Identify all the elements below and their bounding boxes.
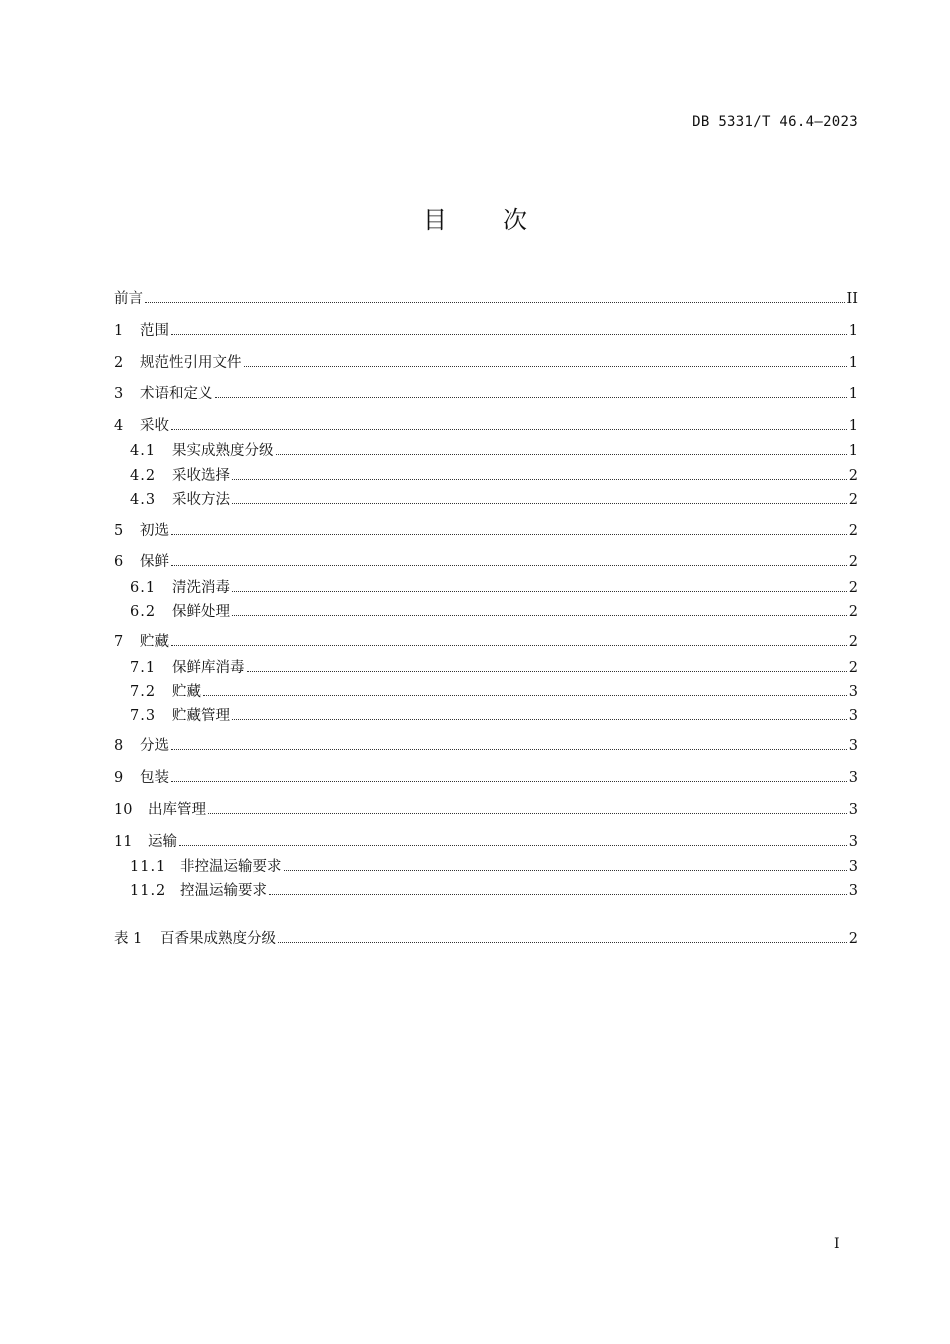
toc-page: 2: [848, 931, 858, 947]
toc-entry[interactable]: [114, 658, 858, 678]
toc-label: 非控温运输要求: [180, 859, 282, 875]
toc-label: 贮藏: [140, 634, 169, 650]
toc-number: 3: [114, 386, 124, 402]
toc-number: 11.1: [130, 859, 167, 875]
toc-label: 初选: [140, 523, 169, 539]
page-number: I: [834, 1236, 840, 1252]
dot-leader: [145, 289, 845, 303]
toc-entry[interactable]: [114, 353, 858, 373]
dot-leader: [171, 736, 847, 750]
toc-label: 分选: [140, 738, 169, 754]
toc-label: 百香果成熟度分级: [160, 931, 276, 947]
toc-label: 范围: [140, 323, 169, 339]
toc-number: 表 1: [114, 931, 143, 947]
toc-entry[interactable]: [114, 682, 858, 702]
toc-page: 3: [848, 859, 858, 875]
toc-page: 2: [848, 554, 858, 570]
toc-label: 清洗消毒: [172, 580, 230, 596]
toc-number: 10: [114, 802, 133, 818]
toc-page: 2: [848, 492, 858, 508]
toc-label: 保鲜: [140, 554, 169, 570]
page-title: 目次: [423, 206, 583, 234]
toc-entry[interactable]: [114, 706, 858, 726]
toc-label: 果实成熟度分级: [172, 443, 274, 459]
toc-entry[interactable]: [114, 466, 858, 486]
dot-leader: [244, 353, 847, 367]
dot-leader: [208, 800, 847, 814]
dot-leader: [171, 768, 847, 782]
toc-page: 1: [848, 323, 858, 339]
toc-page: 3: [848, 802, 858, 818]
toc-page: 1: [848, 355, 858, 371]
toc-entry[interactable]: [114, 490, 858, 510]
toc-label: 术语和定义: [140, 386, 213, 402]
dot-leader: [171, 321, 847, 335]
toc-page: 3: [848, 738, 858, 754]
toc-number: 6.1: [130, 580, 157, 596]
dot-leader: [203, 682, 847, 696]
toc-number: 4.1: [130, 443, 157, 459]
toc-label: 采收方法: [172, 492, 230, 508]
toc-entry[interactable]: [114, 578, 858, 598]
dot-leader: [276, 441, 847, 455]
toc-number: 4.2: [130, 468, 157, 484]
toc-label: 前言: [114, 291, 143, 307]
toc-entry[interactable]: [114, 857, 858, 877]
toc-number: 11.2: [130, 883, 167, 899]
dot-leader: [232, 706, 847, 720]
toc-number: 9: [114, 770, 124, 786]
dot-leader: [232, 490, 847, 504]
toc-label: 保鲜处理: [172, 604, 230, 620]
toc-number: 4: [114, 418, 124, 434]
dot-leader: [247, 658, 847, 672]
toc-entry[interactable]: [114, 832, 858, 852]
toc-number: 8: [114, 738, 124, 754]
toc-number: 4.3: [130, 492, 157, 508]
toc-page: 1: [848, 418, 858, 434]
dot-leader: [269, 881, 847, 895]
toc-number: 2: [114, 355, 124, 371]
toc-entry-table[interactable]: [114, 929, 858, 949]
toc-label: 包装: [140, 770, 169, 786]
toc-entry[interactable]: [114, 881, 858, 901]
toc-page: 2: [848, 468, 858, 484]
dot-leader: [171, 521, 847, 535]
toc-label: 采收: [140, 418, 169, 434]
document-code: DB 5331/T 46.4—2023: [692, 114, 858, 130]
toc-entry[interactable]: [114, 768, 858, 788]
toc-page: 3: [848, 883, 858, 899]
toc-entry[interactable]: [114, 441, 858, 461]
dot-leader: [215, 384, 847, 398]
toc-entry[interactable]: [114, 289, 858, 309]
toc-page: 2: [848, 523, 858, 539]
toc-page: 3: [848, 770, 858, 786]
toc-entry[interactable]: [114, 632, 858, 652]
dot-leader: [284, 857, 847, 871]
toc-label: 规范性引用文件: [140, 355, 242, 371]
toc-entry[interactable]: [114, 800, 858, 820]
dot-leader: [232, 602, 847, 616]
toc-page: 3: [848, 834, 858, 850]
toc-number: 6: [114, 554, 124, 570]
toc-page: 2: [848, 634, 858, 650]
toc-number: 7.2: [130, 684, 157, 700]
toc-entry[interactable]: [114, 552, 858, 572]
toc-entry[interactable]: [114, 736, 858, 756]
toc-label: 采收选择: [172, 468, 230, 484]
toc-number: 7.3: [130, 708, 157, 724]
toc-number: 1: [114, 323, 124, 339]
toc-page: II: [846, 291, 858, 307]
toc-number: 5: [114, 523, 124, 539]
toc-label: 保鲜库消毒: [172, 660, 245, 676]
toc-entry[interactable]: [114, 416, 858, 436]
toc-number: 11: [114, 834, 133, 850]
toc-page: 2: [848, 580, 858, 596]
toc-entry[interactable]: [114, 521, 858, 541]
toc-page: 1: [848, 386, 858, 402]
dot-leader: [232, 578, 847, 592]
dot-leader: [171, 416, 847, 430]
toc-entry[interactable]: [114, 384, 858, 404]
dot-leader: [232, 466, 847, 480]
dot-leader: [278, 929, 847, 943]
toc-page: 2: [848, 604, 858, 620]
toc-label: 控温运输要求: [180, 883, 267, 899]
toc-page: 3: [848, 684, 858, 700]
dot-leader: [171, 632, 847, 646]
toc-label: 贮藏: [172, 684, 201, 700]
toc-entry[interactable]: [114, 602, 858, 622]
toc-page: 2: [848, 660, 858, 676]
dot-leader: [171, 552, 847, 566]
toc-number: 6.2: [130, 604, 157, 620]
toc-label: 运输: [148, 834, 177, 850]
toc-page: 3: [848, 708, 858, 724]
toc-number: 7: [114, 634, 124, 650]
toc-page: 1: [848, 443, 858, 459]
toc-label: 贮藏管理: [172, 708, 230, 724]
dot-leader: [179, 832, 847, 846]
toc-entry[interactable]: [114, 321, 858, 341]
toc-number: 7.1: [130, 660, 157, 676]
toc-label: 出库管理: [148, 802, 206, 818]
